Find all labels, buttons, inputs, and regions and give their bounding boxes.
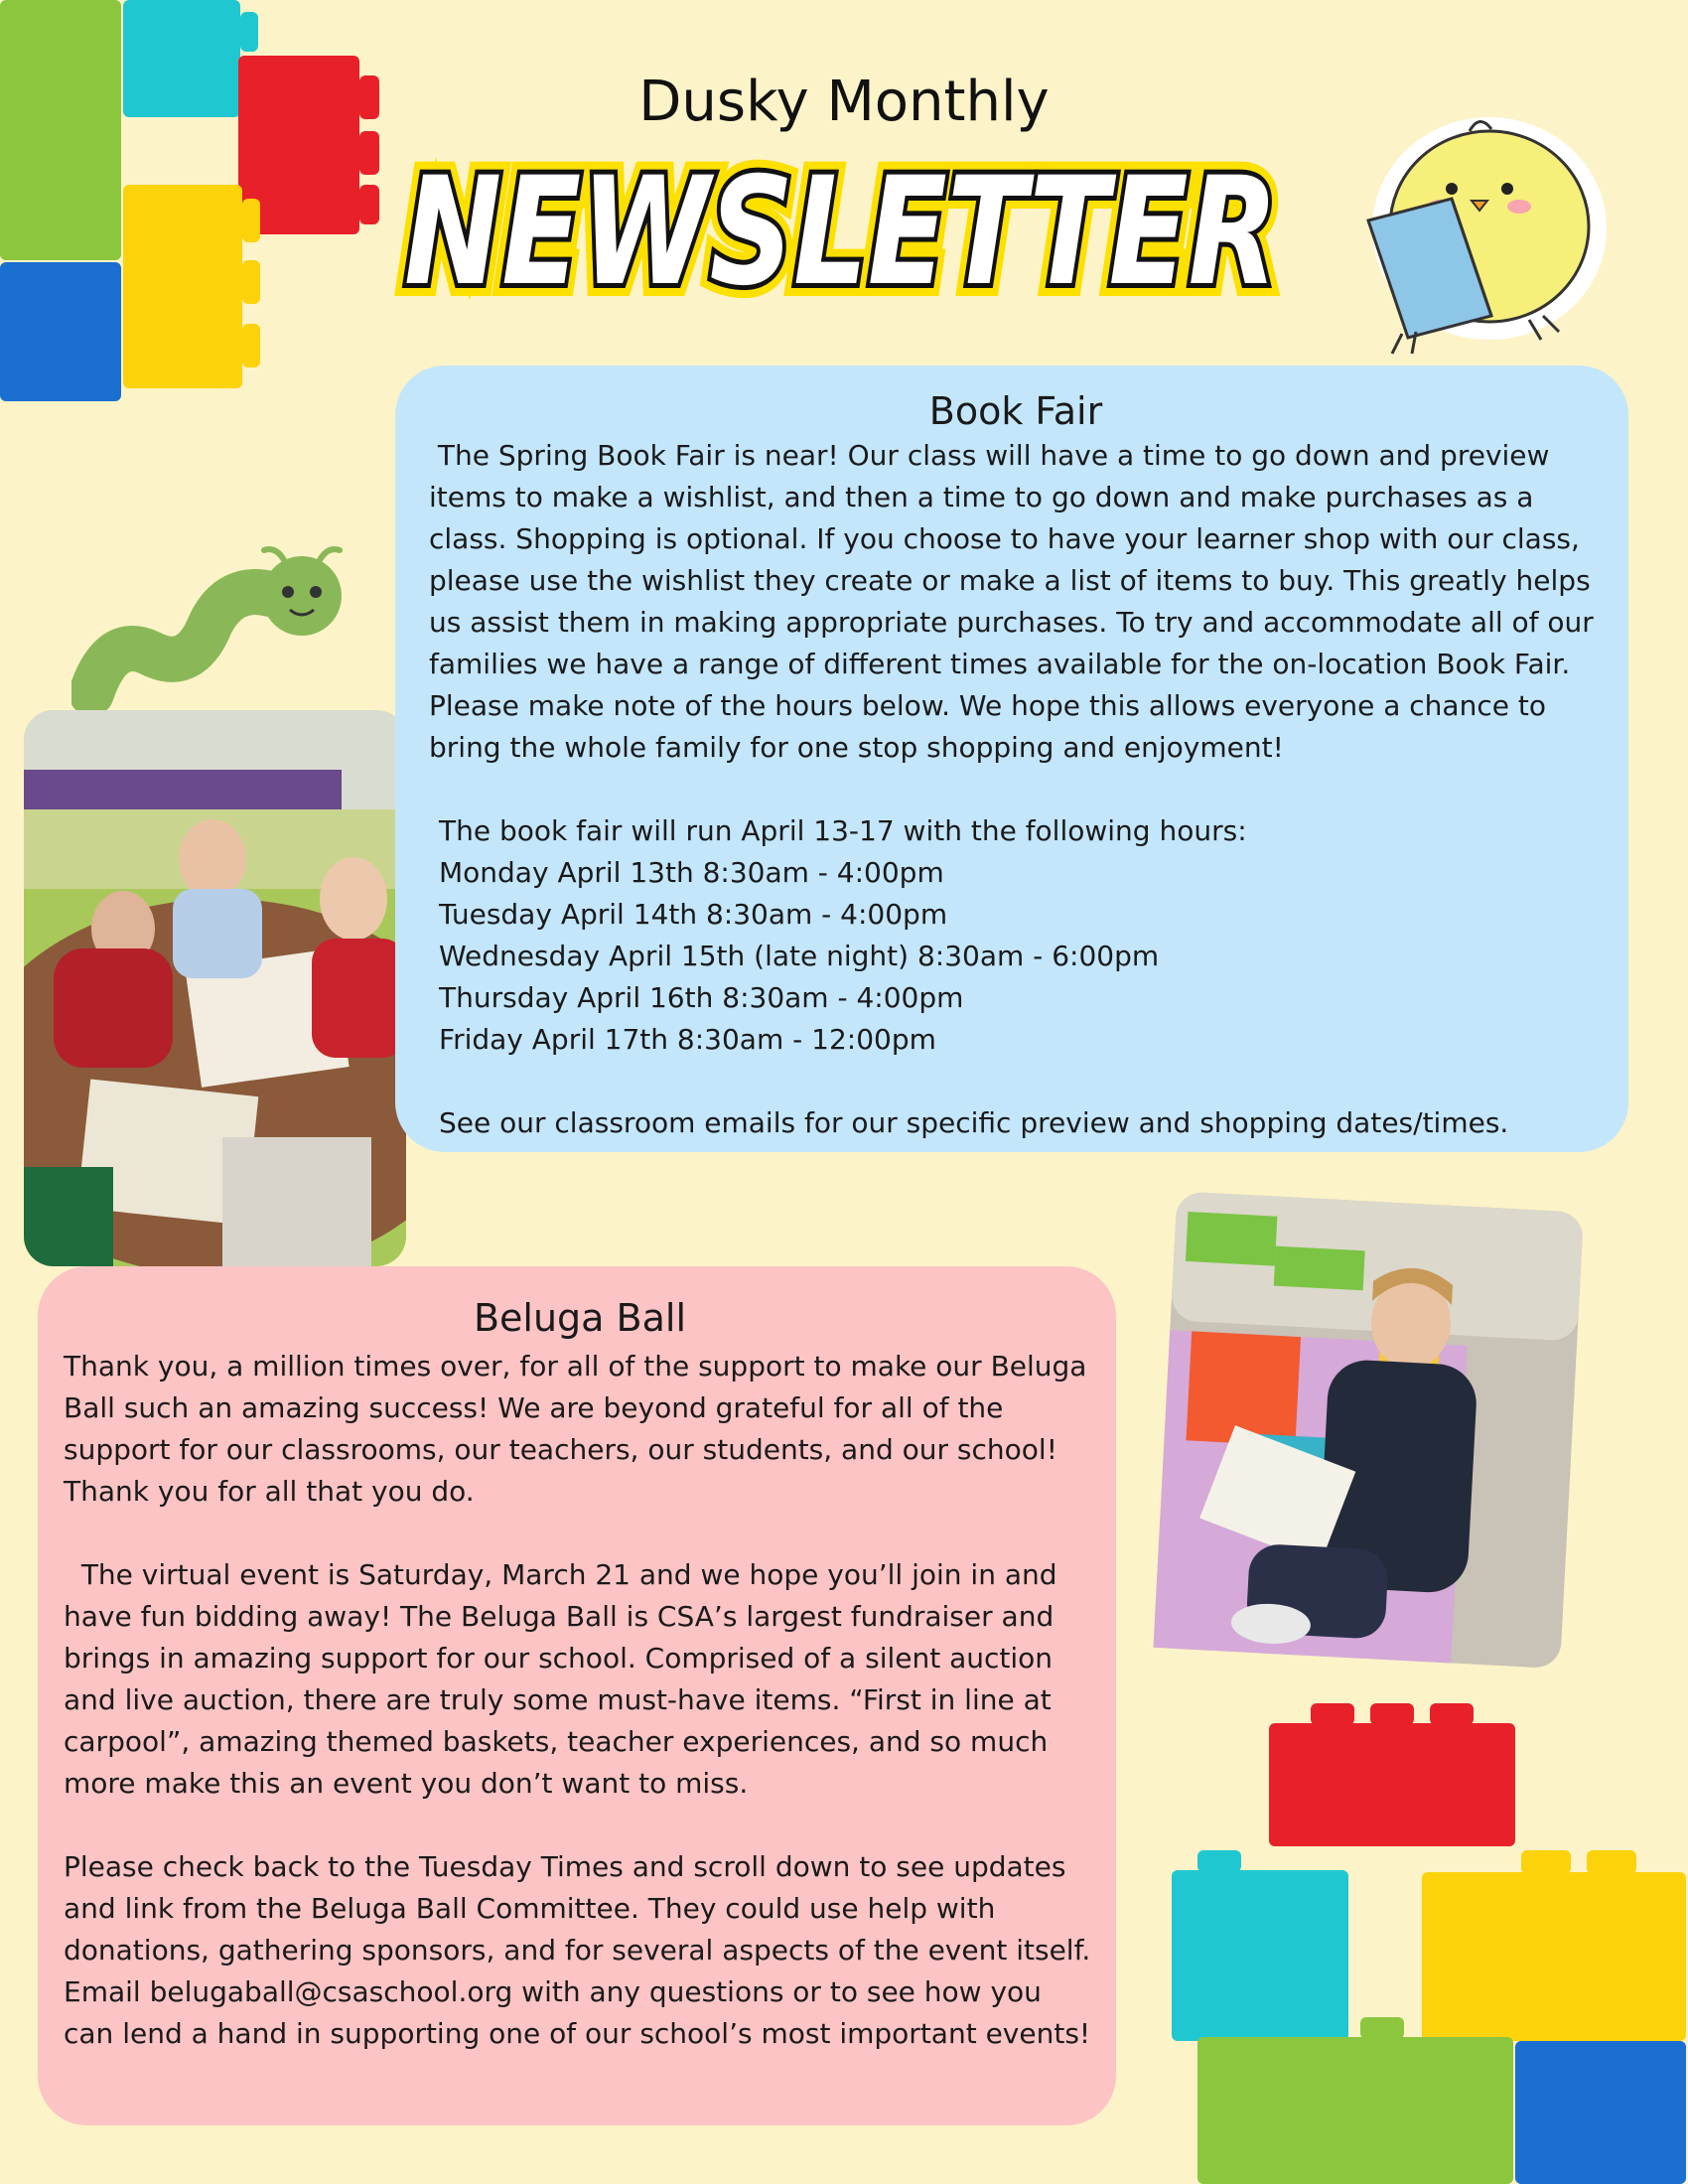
beluga-ball-paragraph-2: The virtual event is Saturday, March 21 and we hope you’ll join in and have fun bidding away! The Beluga Ball is CSA’s largest fundraiser and brings in amazing support for our school. Comprised of a silent auction and live auction, there are truly some must-have items. “First in line at carpool”, amazing themed baskets, teacher experiences, and so much more make this an event you don’t want to miss. bbox=[64, 1558, 1066, 1800]
book-fair-hours-wednesday: Wednesday April 15th (late night) 8:30am - 6:00pm bbox=[439, 940, 1160, 972]
book-fair-hours-monday: Monday April 13th 8:30am - 4:00pm bbox=[439, 856, 944, 889]
newsletter-title: NEWSLETTER bbox=[404, 146, 1278, 318]
book-fair-hours-intro: The book fair will run April 13-17 with the following hours: bbox=[439, 814, 1247, 847]
newsletter-title-logo bbox=[392, 144, 1291, 318]
book-fair-hours-friday: Friday April 17th 8:30am - 12:00pm bbox=[439, 1023, 936, 1056]
beluga-ball-section bbox=[38, 1266, 1116, 2125]
beluga-ball-paragraph-3: Please check back to the Tuesday Times and scroll down to see updates and link from the Beluga Ball Committee. They could use help with donations, gathering sponsors, and for several aspects of the event itself. Email belugaball@csaschool.org with any questions or to see how you can lend a hand in supporting one of our school’s most important events! bbox=[64, 1850, 1100, 2050]
book-fair-hours-thursday: Thursday April 16th 8:30am - 4:00pm bbox=[439, 981, 964, 1014]
svg-text:NEWSLETTER: NEWSLETTER bbox=[404, 146, 1278, 318]
lego-bricks-topleft-icon bbox=[0, 0, 382, 407]
boy-reading-photo bbox=[1147, 1192, 1599, 1678]
lego-bricks-bottomright-icon bbox=[1162, 1703, 1688, 2184]
chick-reading-icon bbox=[1340, 109, 1618, 367]
book-fair-heading: Book Fair bbox=[928, 389, 1103, 433]
classroom-table-photo bbox=[24, 710, 406, 1266]
newsletter-subtitle: Dusky Monthly bbox=[638, 70, 1050, 134]
book-fair-note: See our classroom emails for our specific preview and shopping dates/times. bbox=[439, 1106, 1509, 1139]
book-fair-intro: The Spring Book Fair is near! Our class will have a time to go down and preview items to make a wishlist, and then a time to go down and make purchases as a class. Shopping is optional. If you choose to have your learner shop with our class, please use the wishlist they create or make a list of items to buy. This greatly helps us assist them in making appropriate purchases. To try and accommodate all of our families we have a range of different times available for the on-location Book Fair. Please make note of the hours below. We hope this allows everyone a chance to bring the whole family for one stop shopping and enjoyment! bbox=[429, 439, 1603, 764]
caterpillar-icon bbox=[71, 544, 359, 713]
book-fair-hours-tuesday: Tuesday April 14th 8:30am - 4:00pm bbox=[439, 898, 948, 931]
beluga-ball-paragraph-1: Thank you, a million times over, for all of the support to make our Beluga Ball such an amazing success! We are beyond grateful for all of the support for our classrooms, our teachers, our students, and our school! Thank you for all that you do. bbox=[64, 1350, 1096, 1508]
beluga-ball-heading: Beluga Ball bbox=[473, 1296, 687, 1340]
book-fair-section bbox=[395, 365, 1628, 1152]
